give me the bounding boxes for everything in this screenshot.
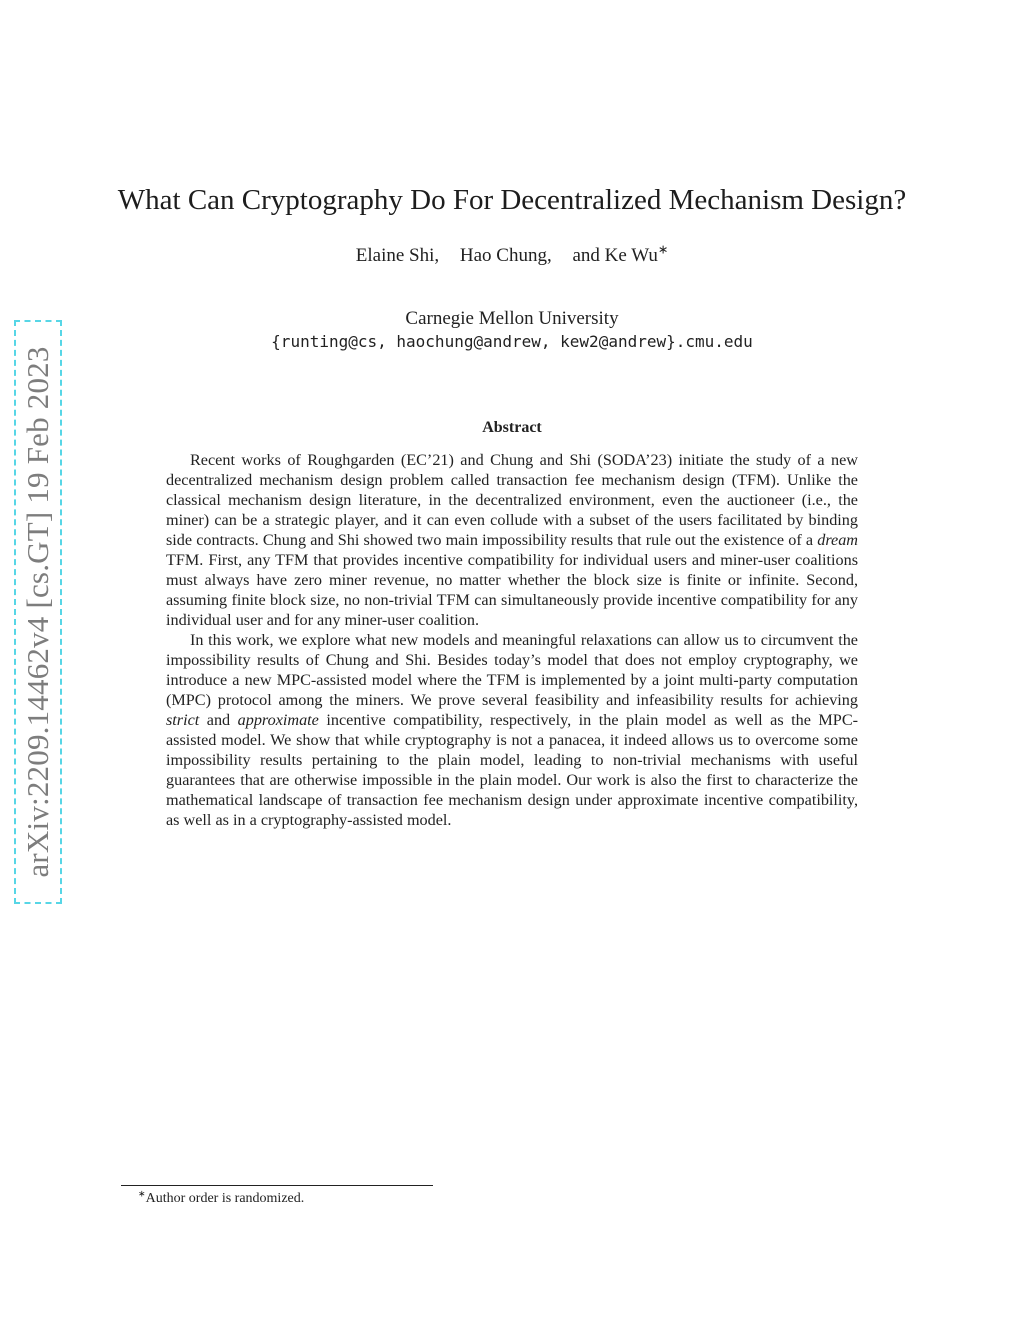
paper-title: What Can Cryptography Do For Decentralized Mechanism Design?: [117, 184, 907, 216]
affiliation: Carnegie Mellon University: [405, 308, 619, 329]
footnote: [138, 1188, 305, 1207]
arxiv-identifier: arXiv:2209.14462v4 [cs.GT] 19 Feb 2023: [20, 346, 55, 878]
abstract-paragraph-1: Recent works of Roughgarden (EC’21) and Chung and Shi (SODA’23) initiate the study of a new decentralized mechanism design problem called transaction fee mechanism design (TFM). Unlike the classical mechanism design literature, in the decentralized environment, even the auctioneer (i.e., the miner) can be a strategic player, and it can even collude with a subset of the users facilitated by binding side contracts. Chung and Shi showed two main impossibility results that rule out the existence of a dream TFM. First, any TFM that provides incentive compatibility for individual users and miner-user coalitions must always have zero miner revenue, no matter whether the block size is finite or infinite. Second, assuming finite block size, no non-trivial TFM can simultaneously provide incentive compatibility for any individual user and for any miner-user coalition.: [166, 451, 858, 629]
author-name: Hao Chung,: [459, 245, 552, 266]
arxiv-stamp: [14, 320, 62, 904]
footnote-text: Author order is randomized.: [145, 1191, 305, 1206]
abstract-paragraph-2: In this work, we explore what new models and meaningful relaxations can allow us to circumvent the impossibility results of Chung and Shi. Besides today’s model that does not employ cryptography, we introduce a new MPC-assisted model where the TFM is implemented by a joint multi-party computation (MPC) protocol among the miners. We prove several feasibility and infeasibility results for achieving strict and approximate incentive compatibility, respectively, in the plain model as well as the MPC-assisted model. We show that while cryptography is not a panacea, it indeed allows us to overcome some impossibility results pertaining to the plain model, leading to non-trivial mechanisms with useful guarantees that are otherwise impossible in the plain model. Our work is also the first to characterize the mathematical landscape of transaction fee mechanism design under approximate incentive compatibility, as well as in a cryptography-assisted model.: [166, 631, 859, 829]
author-emails: {runting@cs, haochung@andrew, kew2@andrew}.cmu.edu: [271, 332, 753, 351]
author-list: [0, 242, 1024, 267]
author-name: Elaine Shi,: [355, 245, 440, 266]
abstract-body: [166, 450, 858, 830]
author-footnote-mark: ∗: [657, 242, 669, 257]
abstract-heading: Abstract: [482, 419, 542, 436]
footnote-divider: [121, 1185, 433, 1186]
footnote-mark: ∗: [138, 1188, 146, 1199]
author-name: and Ke Wu∗: [572, 242, 669, 266]
